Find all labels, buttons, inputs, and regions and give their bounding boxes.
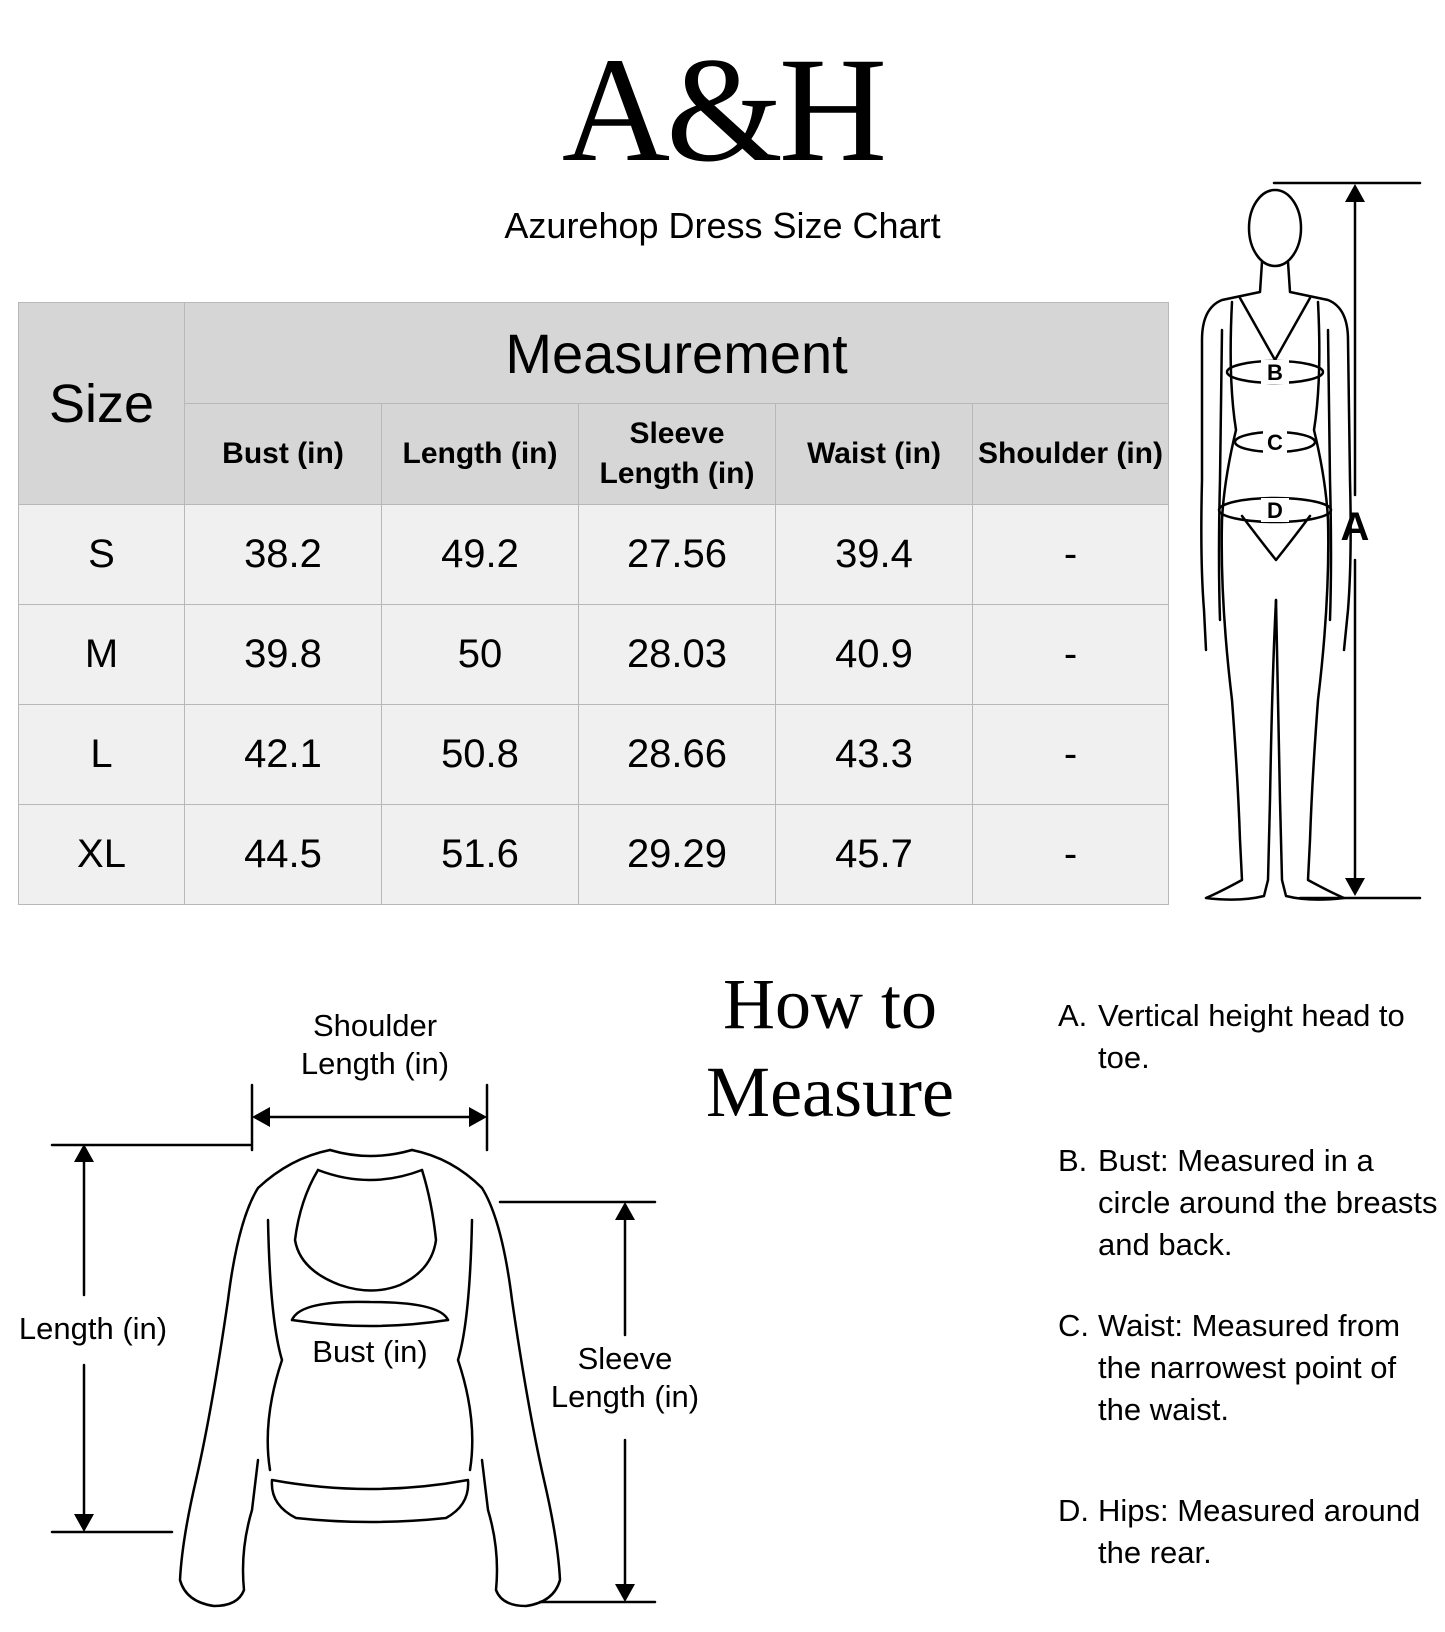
bust-cell: 39.8 <box>185 605 382 705</box>
size-cell: L <box>19 705 185 805</box>
sleeve-length-cell: 29.29 <box>579 805 776 905</box>
shoulder-cell: - <box>973 705 1169 805</box>
size-table <box>18 302 1169 905</box>
hips-marker-label: D <box>1267 498 1283 523</box>
shoulder-cell: - <box>973 805 1169 905</box>
brand-logo: A&H <box>561 27 884 193</box>
note-item-c: C. Waist: Measured from the narrowest point of the waist. <box>1058 1308 1401 1427</box>
sleeve-length-cell: 28.66 <box>579 705 776 805</box>
shoulder-cell: - <box>973 605 1169 705</box>
shoulder-length-label: Shoulder Length (in) <box>270 1007 480 1083</box>
arrow-down-icon <box>74 1514 94 1532</box>
column-header-shoulder: Shoulder (in) <box>973 404 1169 505</box>
column-header-waist: Waist (in) <box>776 404 973 505</box>
note-item-b: B. Bust: Measured in a circle around the breasts and back. <box>1058 1143 1438 1262</box>
neckline-outline <box>295 1170 436 1291</box>
bust-cell: 44.5 <box>185 805 382 905</box>
column-header-sleeve-length: Sleeve Length (in) <box>579 404 776 505</box>
chart-subtitle: Azurehop Dress Size Chart <box>504 205 941 246</box>
hem-band-outline <box>272 1480 468 1522</box>
table-row <box>19 605 1169 705</box>
measurement-header: Measurement <box>185 303 1169 404</box>
sleeve-length-label: Sleeve Length (in) <box>535 1340 715 1416</box>
bust-cell: 38.2 <box>185 505 382 605</box>
left-leg-outline <box>1206 302 1276 900</box>
size-cell: M <box>19 605 185 705</box>
bust-cell: 42.1 <box>185 705 382 805</box>
arrow-right-icon <box>469 1107 487 1127</box>
head-outline <box>1249 190 1301 266</box>
length-cell: 49.2 <box>382 505 579 605</box>
note-item-d: D. Hips: Measured around the rear. <box>1058 1493 1421 1570</box>
size-cell: S <box>19 505 185 605</box>
waist-marker-label: C <box>1267 430 1283 455</box>
length-cell: 50.8 <box>382 705 579 805</box>
waist-cell: 39.4 <box>776 505 973 605</box>
table-row <box>19 705 1169 805</box>
waist-cell: 45.7 <box>776 805 973 905</box>
arrow-down-icon <box>1345 878 1365 896</box>
arrow-up-icon <box>74 1144 94 1162</box>
table-row <box>19 505 1169 605</box>
how-to-measure-title: How to Measure <box>706 964 954 1132</box>
arrow-left-icon <box>252 1107 270 1127</box>
column-header-bust: Bust (in) <box>185 404 382 505</box>
body-figure-diagram <box>1180 180 1440 940</box>
arrow-up-icon <box>1345 184 1365 202</box>
bust-marker-label: B <box>1267 360 1283 385</box>
column-header-length: Length (in) <box>382 404 579 505</box>
arrow-down-icon <box>615 1584 635 1602</box>
table-row <box>19 805 1169 905</box>
right-leg-outline <box>1276 302 1344 900</box>
note-item-a: A. Vertical height head to toe. <box>1058 998 1405 1075</box>
sleeve-length-cell: 27.56 <box>579 505 776 605</box>
length-cell: 51.6 <box>382 805 579 905</box>
height-marker-label: A <box>1340 505 1370 549</box>
arrow-up-icon <box>615 1202 635 1220</box>
size-cell: XL <box>19 805 185 905</box>
waist-cell: 43.3 <box>776 705 973 805</box>
length-cell: 50 <box>382 605 579 705</box>
waist-cell: 40.9 <box>776 605 973 705</box>
size-header: Size <box>19 303 185 505</box>
shoulder-cell: - <box>973 505 1169 605</box>
bust-label: Bust (in) <box>312 1334 428 1369</box>
sleeve-length-cell: 28.03 <box>579 605 776 705</box>
left-sleeve-outline <box>180 1150 330 1606</box>
length-label: Length (in) <box>8 1310 178 1348</box>
